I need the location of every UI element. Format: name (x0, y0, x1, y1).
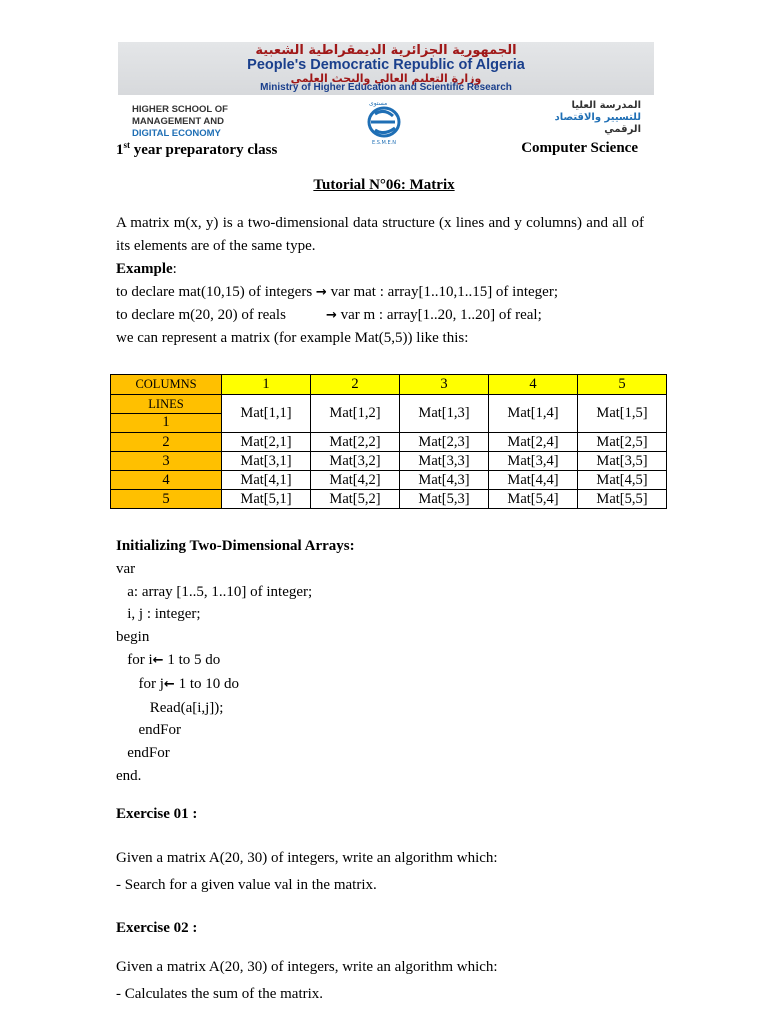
table-cell: Mat[2,1] (222, 433, 311, 452)
table-cell: Mat[5,2] (311, 490, 400, 509)
table-cell: Mat[1,1] (222, 395, 311, 433)
ministry-banner (118, 42, 654, 95)
table-cell: Mat[3,5] (578, 452, 667, 471)
banner-ministry: Ministry of Higher Education and Scientific Research (260, 82, 512, 93)
table-cell: Mat[3,3] (400, 452, 489, 471)
table-cell: Mat[4,2] (311, 471, 400, 490)
banner-arabic-ministry: وزارة التعليم العالي والبحث العلمي (290, 72, 482, 85)
table-row (111, 490, 667, 509)
table-cell: Mat[3,4] (489, 452, 578, 471)
school-en-line: DIGITAL ECONOMY (132, 128, 221, 139)
table-cell: Mat[4,5] (578, 471, 667, 490)
exercise-01-title (116, 803, 644, 826)
banner-republic: People's Democratic Republic of Algeria (247, 57, 525, 73)
code-line: var (116, 560, 136, 577)
table-cell: Mat[5,1] (222, 490, 311, 509)
school-logo-icon (361, 100, 407, 146)
table-cell: Mat[4,1] (222, 471, 311, 490)
example-label: Example (116, 261, 173, 277)
table-cell: Mat[1,5] (578, 395, 667, 433)
exercise-01-line2: - Search for a given value val in the matrix. (116, 877, 377, 893)
intro-text: A matrix m(x, y) is a two-dimensional data structure (x lines and y columns) and all of its elements are of the same type. (116, 215, 644, 254)
school-ar-line: للتسيير والاقتصاد (554, 112, 641, 123)
table-row (111, 433, 667, 452)
school-ar-line: الرقمي (604, 124, 641, 135)
school-ar-line: المدرسة العليا (571, 100, 641, 111)
table-cell: Mat[5,3] (400, 490, 489, 509)
represent-line: we can represent a matrix (for example Mat(5,5)) like this: (116, 330, 469, 346)
code-line: i, j : integer; (116, 606, 201, 623)
exercise-02-line2: - Calculates the sum of the matrix. (116, 986, 324, 1002)
table-header-row (111, 375, 667, 395)
matrix-table (110, 374, 667, 509)
table-cell: Mat[4,4] (489, 471, 578, 490)
code-line: Read(a[i,j]); (116, 699, 224, 716)
table-cell: Mat[2,5] (578, 433, 667, 452)
table-cell: Mat[2,2] (311, 433, 400, 452)
exercise-01-line1: Given a matrix A(20, 30) of integers, write an algorithm which: (116, 850, 498, 866)
code-line: endFor (116, 722, 181, 739)
example-colon: : (172, 261, 177, 277)
table-cell: Mat[5,4] (489, 490, 578, 509)
table-row (111, 395, 667, 433)
school-name-en (132, 104, 228, 140)
right-arrow-icon: → (325, 308, 337, 323)
school-en-line: MANAGEMENT AND (132, 116, 225, 127)
code-text: 1 to 10 do (174, 675, 239, 692)
lines-header: LINES (111, 396, 221, 414)
logo-top-text: مستوى (369, 100, 388, 107)
row-number: 1 (162, 414, 170, 430)
columns-header: COLUMNS (111, 375, 222, 395)
exercise-02-title (116, 917, 644, 940)
col-header: 2 (311, 375, 400, 395)
class-label-rest: year preparatory class (130, 142, 278, 158)
table-cell: Mat[1,4] (489, 395, 578, 433)
logo-caption: E.S.M.E.N (372, 140, 396, 146)
table-row (111, 452, 667, 471)
code-line-for-j (116, 673, 355, 697)
example-right: var mat : array[1..10,1..15] of integer; (326, 284, 558, 300)
init-section (116, 535, 355, 788)
row-header (111, 395, 222, 433)
page-title: Tutorial N°06: Matrix (313, 177, 455, 193)
table-cell: Mat[1,2] (311, 395, 400, 433)
class-label (116, 140, 277, 159)
table-cell: Mat[5,5] (578, 490, 667, 509)
class-label-sup: st (123, 140, 130, 150)
left-arrow-icon: ← (152, 652, 164, 668)
row-header: 3 (111, 452, 222, 471)
right-arrow-icon: → (315, 285, 327, 300)
code-text: for i (116, 651, 153, 668)
school-name-ar (555, 100, 641, 136)
col-header: 4 (489, 375, 578, 395)
row-header: 4 (111, 471, 222, 490)
exercise-02-line1: Given a matrix A(20, 30) of integers, write an algorithm which: (116, 959, 498, 975)
class-label-num: 1 (116, 142, 124, 158)
row-header: 2 (111, 433, 222, 452)
table-cell: Mat[2,3] (400, 433, 489, 452)
init-heading: Initializing Two-Dimensional Arrays: (116, 538, 355, 554)
example-left: to declare m(20, 20) of reals (116, 307, 286, 323)
col-header: 3 (400, 375, 489, 395)
intro-section (116, 212, 644, 350)
exercise-title: Exercise 01 : (116, 806, 198, 822)
code-text: 1 to 5 do (163, 651, 221, 668)
banner-arabic-republic: الجمهورية الجزائرية الديمقراطية الشعبية (255, 43, 517, 58)
code-line: a: array [1..5, 1..10] of integer; (116, 583, 313, 600)
example-line-1 (116, 281, 644, 304)
exercise-title: Exercise 02 : (116, 920, 198, 936)
code-line: begin (116, 629, 150, 646)
code-text: for j (116, 675, 164, 692)
subject-label: Computer Science (521, 140, 638, 156)
row-header: 5 (111, 490, 222, 509)
table-cell: Mat[2,4] (489, 433, 578, 452)
left-arrow-icon: ← (163, 676, 175, 692)
example-line-2 (116, 304, 644, 327)
example-right: var m : array[1..20, 1..20] of real; (336, 307, 542, 323)
code-line-for-i (116, 649, 355, 673)
table-cell: Mat[1,3] (400, 395, 489, 433)
example-left: to declare mat(10,15) of integers (116, 284, 316, 300)
code-line: end. (116, 767, 142, 784)
table-cell: Mat[4,3] (400, 471, 489, 490)
table-row (111, 471, 667, 490)
table-cell: Mat[3,1] (222, 452, 311, 471)
table-cell: Mat[3,2] (311, 452, 400, 471)
example-heading (116, 258, 644, 281)
col-header: 1 (222, 375, 311, 395)
code-line: endFor (116, 745, 170, 762)
school-en-line: HIGHER SCHOOL OF (132, 104, 228, 115)
col-header: 5 (578, 375, 667, 395)
